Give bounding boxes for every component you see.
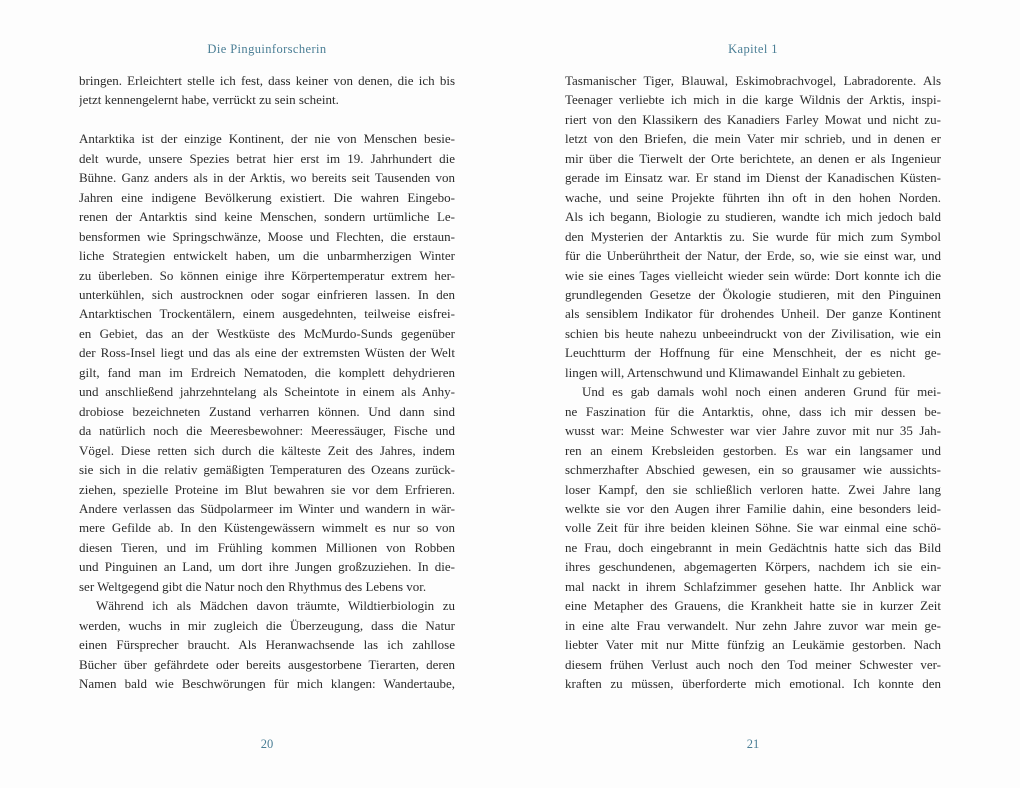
page-number-right: 21 xyxy=(746,737,760,751)
running-header-left: Die Pinguinforscherin xyxy=(207,42,327,56)
text-line: gerade im Einsatz war. Er stand im Dienst der Kanadischen Küsten- xyxy=(565,170,941,186)
text-line: kraften zu müssen, überforderte mich emotional. Ich konnte den xyxy=(565,676,941,692)
text-line: bringen. Erleichtert stelle ich fest, dass keiner von denen, die ich bis xyxy=(79,73,455,88)
text-line: Teenager verliebte ich mich in die karge Wildnis der Arktis, inspi- xyxy=(565,92,941,108)
text-line: Namen bald wie Beschwörungen für mich klangen: Wandertaube, xyxy=(79,676,455,692)
paragraph xyxy=(565,71,941,382)
text-line: loser Kampf, den sie schließlich verloren hatte. Zwei Jahre lang xyxy=(565,481,941,497)
text-line: einen Fürsprecher braucht. Als Heranwachsende las ich zahllose xyxy=(79,637,455,653)
text-line: diesen Tieren, und im Frühling kommen Millionen von Robben xyxy=(79,539,455,555)
text-line: ihres geschundenen, abgemagerten Körpers, nachdem ich sie ein- xyxy=(565,559,941,575)
text-line: volle Zeit für ihre beiden kleinen Söhne. Sie war einmal eine schö- xyxy=(565,520,941,536)
text-line: schien bis heute nahezu unbeeindruckt von der Zivilisation, wie ein xyxy=(565,325,941,341)
text-line: gilt, fand man im Erdreich Nematoden, die komplett dehydrieren xyxy=(79,364,455,380)
text-line: liebter Vater mit nur Mitte fünfzig an Leukämie gestorben. Nach xyxy=(565,637,941,653)
text-line: wache, und seine Projekte führten ihn oft in den hohen Norden. xyxy=(565,189,941,205)
text-line: diesem frühen Verlust auch noch den Tod meiner Schwester ver- xyxy=(565,656,941,672)
text-line: liche Strategien entwickelt haben, um die unbarmherzigen Winter xyxy=(79,248,455,264)
text-line: für die Unberührtheit der Natur, der Erde, so, wie sie einst war, und xyxy=(565,248,941,264)
text-line: Während ich als Mädchen davon träumte, Wildtierbiologin zu xyxy=(96,598,455,614)
text-line: Jahren eine indigene Bevölkerung existiert. Die wahren Eingebo- xyxy=(79,189,455,205)
text-line: jetzt kennengelernt habe, verrückt zu sein scheint. xyxy=(79,92,339,108)
text-line: mere Gefilde ab. In den Küstengewässern wimmelt es nur so von xyxy=(79,520,455,536)
text-line: delt wurde, unsere Spezies betrat hier erst im 19. Jahrhundert die xyxy=(79,150,455,166)
page-body-right xyxy=(565,71,941,694)
text-line: grundlegenden Gesetze der Ökologie studieren, mit den Pinguinen xyxy=(565,286,941,302)
page-number-left: 20 xyxy=(260,737,274,751)
page-left-content xyxy=(79,0,455,788)
text-line: eine Metapher des Grauens, die Krankheit hatte sie in kurzer Zeit xyxy=(565,598,941,614)
text-line: riert von den Klassikern des Kanadiers Farley Mowat und nicht zu- xyxy=(565,111,941,127)
text-line: mir über die Tierwelt der Orte berichtete, an denen er als Ingenieur xyxy=(565,150,941,166)
text-line: wie sie eines Tages vielleicht wieder sein würde: Dort konnte ich die xyxy=(565,267,941,283)
page-body-left xyxy=(79,71,455,693)
text-line: welkte sie vor den Augen ihrer Familie dahin, eine besonders leid- xyxy=(565,500,941,516)
text-line: letzt von den Briefen, die mein Vater mir schrieb, und in denen er xyxy=(565,131,941,147)
text-line: als sensiblem Indikator für drohendes Unheil. Der ganze Kontinent xyxy=(565,306,941,322)
text-line: Vögel. Diese retten sich durch die kälteste Zeit des Jahres, indem xyxy=(79,442,455,458)
text-line: den Mysterien der Antarktis zu. Sie wurde für mich zum Symbol xyxy=(565,228,941,244)
text-line: Tasmanischer Tiger, Blauwal, Eskimobrachvogel, Labradorente. Als xyxy=(565,73,941,88)
page-right-content xyxy=(565,0,941,788)
text-line: en Gebiet, das an der Westküste des McMurdo-Sunds gegenüber xyxy=(79,325,455,341)
text-line: ser Weltgegend gibt die Natur noch den Rhythmus des Lebens vor. xyxy=(79,578,427,594)
text-line: Als ich begann, Biologie zu studieren, wandte ich mich jedoch bald xyxy=(565,209,941,225)
text-line: sie sich in die relativ gemäßigten Temperaturen des Ozeans zurück- xyxy=(79,462,455,478)
text-line: unterkühlen, sich austrocknen oder sogar einfrieren lassen. In den xyxy=(79,286,455,302)
text-line: der Ross-Insel liegt und das als eine der extremsten Wüsten der Welt xyxy=(79,345,455,361)
text-line: renen der Antarktis sind keine Menschen, sondern urtümliche Le- xyxy=(79,209,455,225)
paragraph xyxy=(79,596,455,693)
paragraph xyxy=(565,382,941,693)
text-line: wusst war: Meine Schwester war vier Jahre zuvor mit nur 35 Jah- xyxy=(565,423,941,439)
text-line: in eine alte Frau verwandelt. Nur zehn Jahre zuvor war mein ge- xyxy=(565,617,941,633)
text-line: werden, wuchs in mir zugleich die Überzeugung, dass die Natur xyxy=(79,617,455,633)
text-line: Und es gab damals wohl noch einen anderen Grund für mei- xyxy=(582,384,941,400)
text-line: lingen will, Artenschwund und Klimawandel Einhalt zu gebieten. xyxy=(565,364,906,380)
text-line: schmerzhafter Abschied gewesen, ein so grausamer wie aussichts- xyxy=(565,462,941,478)
paragraph xyxy=(79,71,455,110)
page-right xyxy=(510,0,1020,788)
text-line: und Pinguinen an Land, um dort ihre Jungen großzuziehen. In die- xyxy=(79,559,455,575)
text-line: Bühne. Ganz anders als in der Arktis, wo bereits seit Tausenden von xyxy=(79,170,455,186)
text-line: Andere verlassen das Südpolarmeer im Winter und wandern in wär- xyxy=(79,500,455,516)
text-line: ren an einem Krebsleiden gestorben. Es war ein langsamer und xyxy=(565,442,941,458)
text-line: zu überleben. So können einige ihre Körpertemperatur extrem her- xyxy=(79,267,455,283)
text-line: mal nackt in ihrem Schlafzimmer gesehen hatte. Ihr Anblick war xyxy=(565,578,941,594)
text-line: und anschließend jahrzehntelang als Scheintote in einem als Anhy- xyxy=(79,384,455,400)
text-line: drobiose bezeichneten Zustand verharren können. Und dann sind xyxy=(79,403,455,419)
paragraph xyxy=(79,129,455,596)
text-line: da natürlich noch die Meeresbewohner: Meeressäuger, Fische und xyxy=(79,423,455,439)
text-line: bensformen wie Springschwänze, Moose und Flechten, die erstaun- xyxy=(79,228,455,244)
text-line: ziehen, spezielle Proteine im Blut bewahren sie vor dem Erfrieren. xyxy=(79,481,455,497)
running-header-right: Kapitel 1 xyxy=(728,42,778,56)
text-line: Antarktika ist der einzige Kontinent, der nie von Menschen besie- xyxy=(79,131,455,147)
text-line: Bücher über gefährdete oder bereits ausgestorbene Tierarten, deren xyxy=(79,656,455,672)
text-line: ne Frau, doch eingebrannt in mein Gedächtnis hatte sich das Bild xyxy=(565,539,941,555)
text-line: Leuchtturm der Hoffnung für eine Menschheit, der es nicht ge- xyxy=(565,345,941,361)
text-line: ne Faszination für die Antarktis, ohne, dass ich mir dessen be- xyxy=(565,403,941,419)
text-line: Antarktischen Trockentälern, einem ausgedehnten, teilweise eisfrei- xyxy=(79,306,455,322)
